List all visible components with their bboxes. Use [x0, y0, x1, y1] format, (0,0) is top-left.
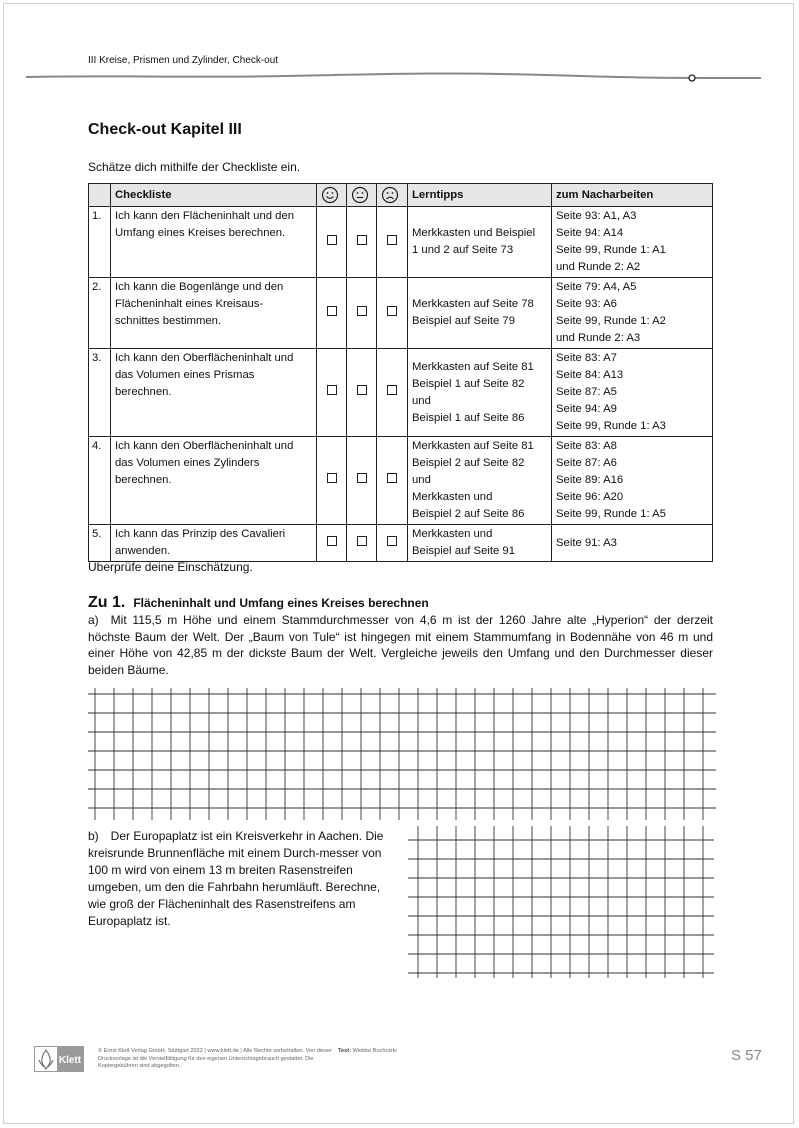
- checkbox-cell: [317, 349, 347, 437]
- table-row: [89, 437, 713, 525]
- self-assess-checkbox[interactable]: [357, 385, 367, 395]
- checkbox-cell: [317, 525, 347, 562]
- section-label: Zu 1.: [88, 594, 126, 611]
- checkbox-cell: [317, 437, 347, 525]
- self-assess-checkbox[interactable]: [327, 536, 337, 546]
- learning-tips: Merkkasten und Beispiel auf Seite 91: [408, 525, 552, 562]
- practice-pages: Seite 91: A3: [552, 525, 713, 562]
- self-assess-checkbox[interactable]: [387, 536, 397, 546]
- header-practice: zum Nacharbeiten: [552, 184, 713, 207]
- chapter-header: III Kreise, Prismen und Zylinder, Check-out: [88, 55, 279, 66]
- answer-grid-b[interactable]: [408, 826, 714, 978]
- practice-pages: Seite 93: A1, A3 Seite 94: A14 Seite 99, Runde 1: A1 und Runde 2: A2: [552, 207, 713, 278]
- row-number: 1.: [89, 207, 111, 278]
- learning-tips: Merkkasten auf Seite 81 Beispiel 1 auf Seite 82 und Beispiel 1 auf Seite 86: [408, 349, 552, 437]
- self-assess-checkbox[interactable]: [357, 306, 367, 316]
- page-number: S 57: [731, 1047, 762, 1064]
- author-name: Wiebke Bucholzki: [352, 1048, 397, 1054]
- checkbox-cell: [377, 525, 408, 562]
- header-rule: [26, 66, 761, 82]
- self-assess-checkbox[interactable]: [387, 235, 397, 245]
- intro-text: Schätze dich mithilfe der Checkliste ein.: [88, 160, 301, 174]
- task-a-text: a) Mit 115,5 m Höhe und einem Stammdurchmesser von 4,6 m ist der 1260 Jahre alte „Hyperion“ der derzeit höchste Baum der Welt. Der „Baum von Tule“ ist hingegen mit einem Stammumfang in Bodennähe von 46 m und einer Höhe von 42,85 m der dickste Baum der Welt. Vergleiche jeweils den Umfang und den Durchmesser dieser beiden Bäume.: [88, 613, 713, 677]
- table-row: [89, 207, 713, 278]
- self-assess-checkbox[interactable]: [357, 536, 367, 546]
- checkbox-cell: [347, 207, 377, 278]
- checklist-item: Ich kann den Oberflächeninhalt und das Volumen eines Zylinders berechnen.: [111, 437, 317, 525]
- learning-tips: Merkkasten und Beispiel 1 und 2 auf Seite 73: [408, 207, 552, 278]
- self-assess-checkbox[interactable]: [387, 306, 397, 316]
- checkbox-cell: [317, 207, 347, 278]
- checklist-item: Ich kann den Flächeninhalt und den Umfang eines Kreises berechnen.: [111, 207, 317, 278]
- self-assess-checkbox[interactable]: [387, 385, 397, 395]
- table-row: [89, 525, 713, 562]
- checklist-table: [88, 183, 713, 562]
- smiley-happy-icon: [321, 186, 339, 204]
- checkbox-cell: [377, 278, 408, 349]
- check-hint: Überprüfe deine Einschätzung.: [88, 560, 253, 574]
- author-label: Text:: [338, 1048, 351, 1054]
- answer-grid-a[interactable]: [88, 688, 716, 822]
- checkbox-cell: [347, 437, 377, 525]
- table-row: [89, 278, 713, 349]
- footer-author: [338, 1048, 397, 1054]
- learning-tips: Merkkasten auf Seite 81 Beispiel 2 auf Seite 82 und Merkkasten und Beispiel 2 auf Seite 86: [408, 437, 552, 525]
- checkbox-cell: [377, 207, 408, 278]
- page-title: Check-out Kapitel III: [88, 121, 242, 138]
- checkbox-cell: [347, 278, 377, 349]
- row-number: 5.: [89, 525, 111, 562]
- task-b-text: b) Der Europaplatz ist ein Kreisverkehr in Aachen. Die kreisrunde Brunnenfläche mit einem Durch-messer von 100 m wird von einem 13 m breiten Rasenstreifen umgeben, um den die Fahrbahn herumläuft. Berechne, wie groß der Flächeninhalt des Rasenstreifens am Europaplatz ist.: [88, 829, 384, 928]
- header-sad: [377, 184, 408, 207]
- header-num: [89, 184, 111, 207]
- smiley-neutral-icon: [351, 186, 369, 204]
- self-assess-checkbox[interactable]: [327, 385, 337, 395]
- self-assess-checkbox[interactable]: [357, 235, 367, 245]
- section-heading: [88, 594, 429, 612]
- header-neutral: [347, 184, 377, 207]
- checklist-item: Ich kann den Oberflächeninhalt und das Volumen eines Prismas berechnen.: [111, 349, 317, 437]
- practice-pages: Seite 79: A4, A5 Seite 93: A6 Seite 99, Runde 1: A2 und Runde 2: A3: [552, 278, 713, 349]
- logo-text: Klett: [58, 1055, 82, 1066]
- smiley-sad-icon: [381, 186, 399, 204]
- self-assess-checkbox[interactable]: [327, 306, 337, 316]
- section-title: Flächeninhalt und Umfang eines Kreises berechnen: [133, 596, 429, 610]
- self-assess-checkbox[interactable]: [327, 235, 337, 245]
- checkbox-cell: [377, 437, 408, 525]
- checklist-item: Ich kann die Bogenlänge und den Flächeninhalt eines Kreisaus- schnittes bestimmen.: [111, 278, 317, 349]
- checklist-item: Ich kann das Prinzip des Cavalieri anwenden.: [111, 525, 317, 562]
- table-header-row: [89, 184, 713, 207]
- klett-logo: [34, 1046, 84, 1072]
- checkbox-cell: [377, 349, 408, 437]
- header-happy: [317, 184, 347, 207]
- row-number: 2.: [89, 278, 111, 349]
- table-row: [89, 349, 713, 437]
- checkbox-cell: [317, 278, 347, 349]
- practice-pages: Seite 83: A7 Seite 84: A13 Seite 87: A5 Seite 94: A9 Seite 99, Runde 1: A3: [552, 349, 713, 437]
- learning-tips: Merkkasten auf Seite 78 Beispiel auf Seite 79: [408, 278, 552, 349]
- practice-pages: Seite 83: A8 Seite 87: A6 Seite 89: A16 Seite 96: A20 Seite 99, Runde 1: A5: [552, 437, 713, 525]
- checkbox-cell: [347, 349, 377, 437]
- footer-copyright: © Ernst Klett Verlag GmbH, Stuttgart 2022 | www.klett.de | Alle Rechte vorbehalten. Von dieser Druckvorlage ist die Vervielfältigung für den eigenen Unterrichtsgebrauch gestattet. Die Kopiergebühren sind abgegolten.: [98, 1048, 333, 1069]
- self-assess-checkbox[interactable]: [387, 473, 397, 483]
- row-number: 3.: [89, 349, 111, 437]
- header-checklist: Checkliste: [111, 184, 317, 207]
- self-assess-checkbox[interactable]: [357, 473, 367, 483]
- self-assess-checkbox[interactable]: [327, 473, 337, 483]
- row-number: 4.: [89, 437, 111, 525]
- header-tips: Lerntipps: [408, 184, 552, 207]
- checkbox-cell: [347, 525, 377, 562]
